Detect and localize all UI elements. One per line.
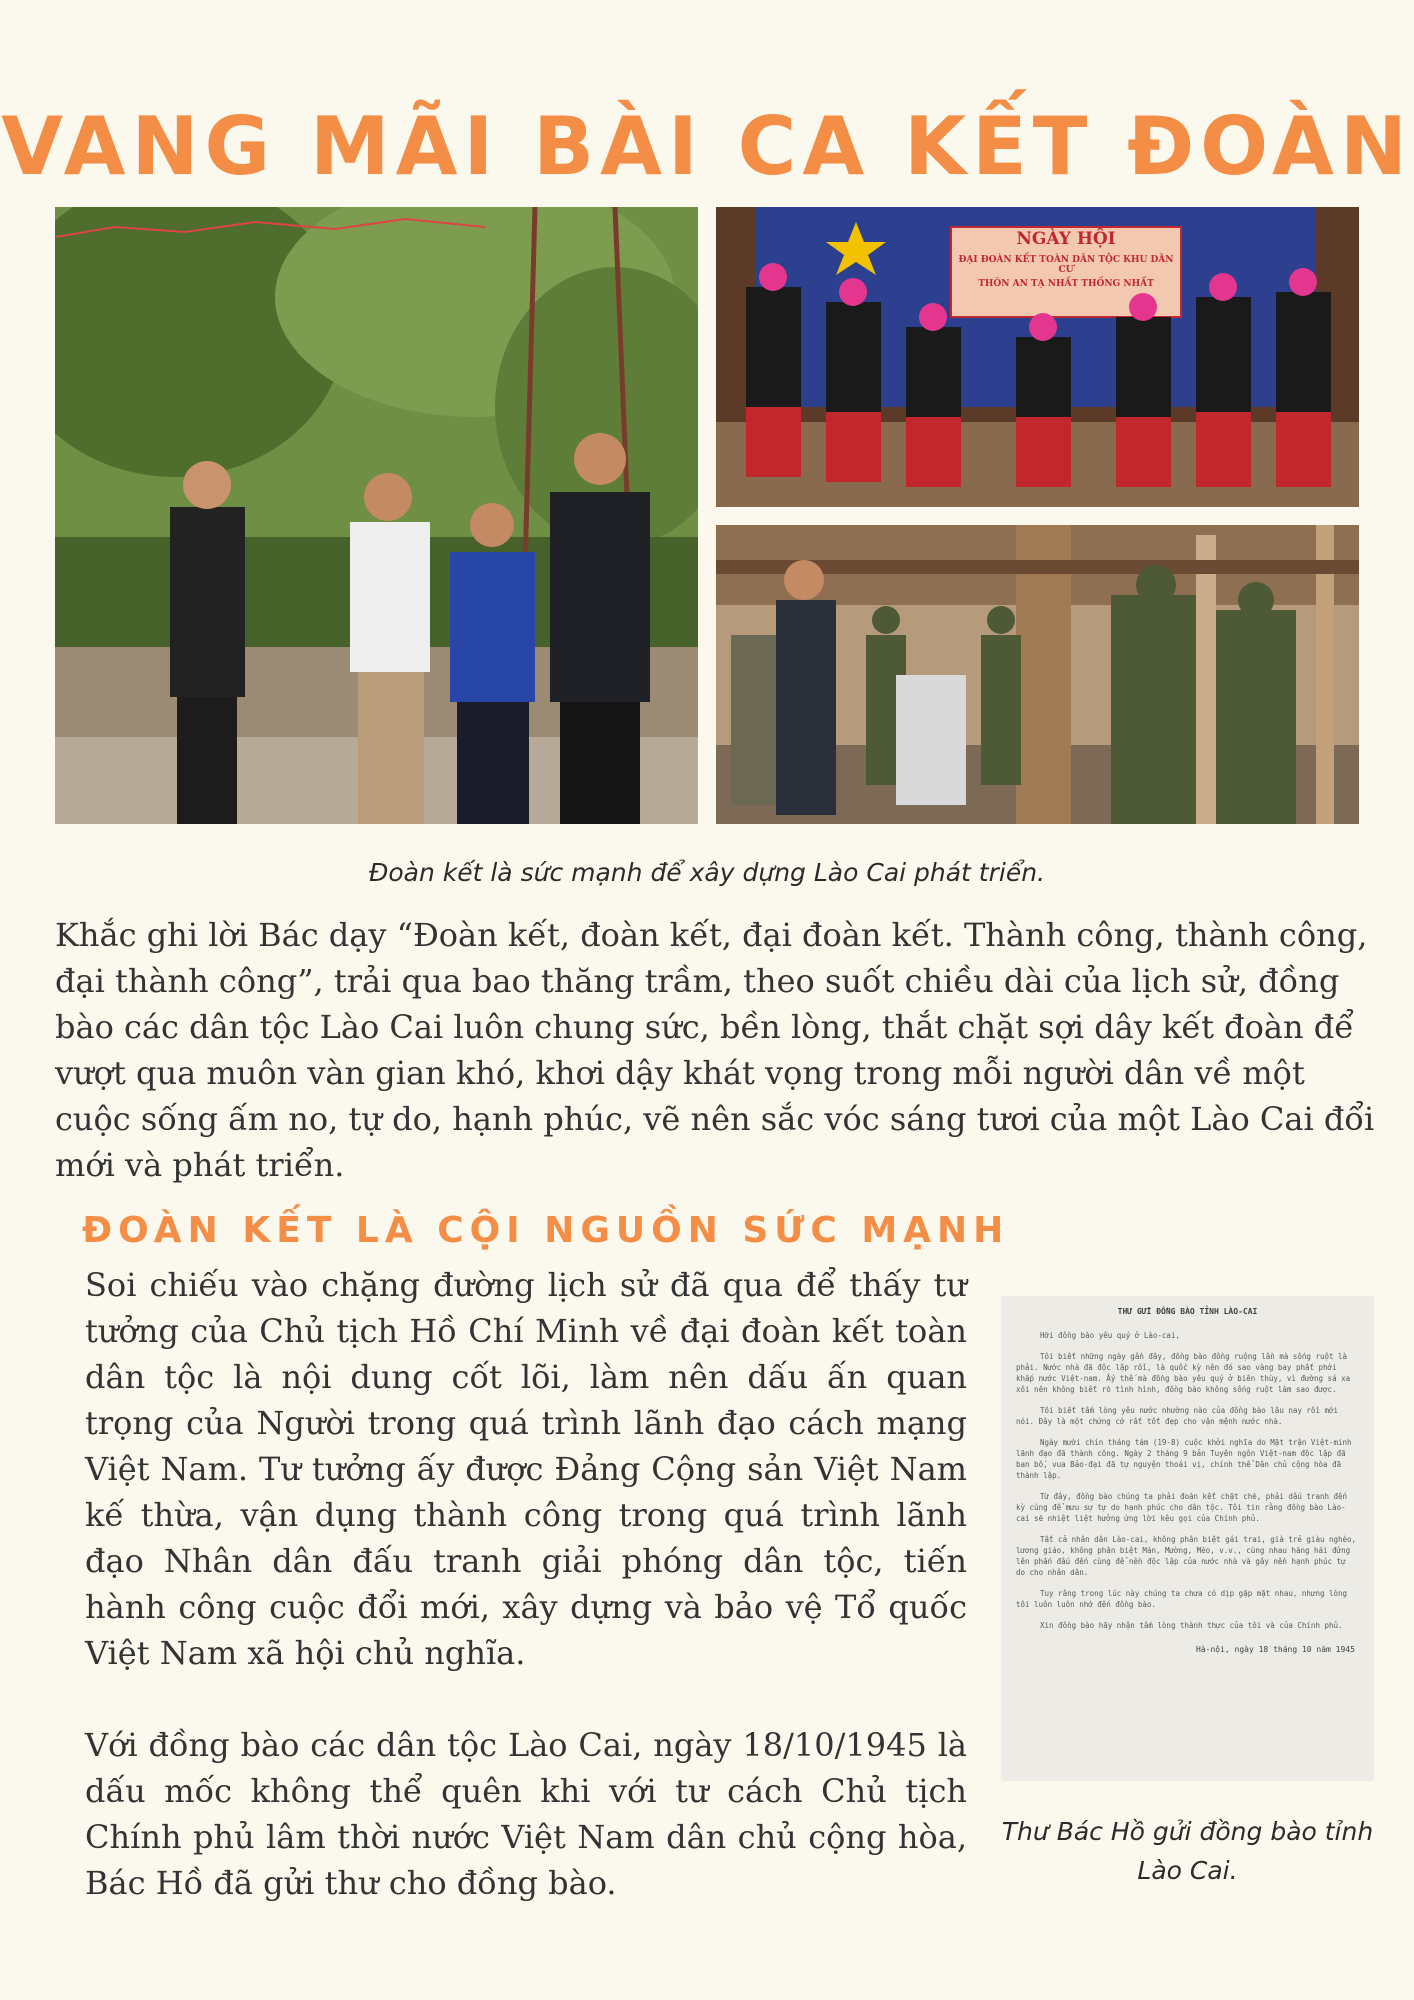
photo-officials-meeting-image bbox=[55, 207, 698, 824]
letter-paragraph: Tất cả nhân dân Lào-cai, không phân biệt gái trai, già trẻ giàu nghèo, lương giáo, không phân biệt Mán, Mường, Mèo, v.v., cùng nhau hăng hái đứng lên phấn đấu đến cùng để nền độc lập của nước nhà và gây nền hạnh phúc tự do cho nhân dân. bbox=[1016, 1535, 1357, 1577]
letter-paragraph: Ngày mười chín tháng tám (19-8) cuộc khởi nghĩa do Mặt trận Việt-minh lãnh đạo đã thành công. Ngày 2 tháng 9 bản Tuyên ngôn Việt-nam độc lập đã ban bố, vua Bảo-đại đã tự nguyện thoái vị, chính thể Dân chủ cộng hòa đã thành lập. bbox=[1016, 1438, 1352, 1480]
photo-house-building-image bbox=[716, 525, 1359, 824]
letter-paragraph: Tôi biết những ngày gần đây, đồng bào đồng ruộng lần mà sống ruột là phải. Nước nhà đã độc lập rồi, là quốc kỳ nên đó sao vàng bay phất phới khắp nước Việt-nam. Ấy thế mà đồng bào yêu quý ở biên thùy, vì đường sá xa xôi nên không biết rõ tình hình, đồng bào không sống ruột làm sao được. bbox=[1016, 1352, 1351, 1394]
body-paragraph: Soi chiếu vào chặng đường lịch sử đã qua để thấy tư tưởng của Chủ tịch Hồ Chí Minh về đại đoàn kết toàn dân tộc là nội dung cốt lõi, làm nên dấu ấn quan trọng của Người trong quá trình lãnh đạo cách mạng Việt Nam. Tư tưởng ấy được Đảng Cộng sản Việt Nam kế thừa, vận dụng thành công trong quá trình lãnh đạo Nhân dân đấu tranh giải phóng dân tộc, tiến hành công cuộc đổi mới, xây dựng và bảo vệ Tổ quốc Việt Nam xã hội chủ nghĩa. bbox=[85, 1266, 967, 1672]
page-title: VANG MÃI BÀI CA KẾT ĐOÀN bbox=[1, 100, 1413, 193]
intro-paragraph: Khắc ghi lời Bác dạy “Đoàn kết, đoàn kết, đại đoàn kết. Thành công, thành công, đại thành công”, trải qua bao thăng trầm, theo suốt chiều dài của lịch sử, đồng bào các dân tộc Lào Cai luôn chung sức, bền lòng, thắt chặt sợi dây kết đoàn để vượt qua muôn vàn gian khó, khơi dậy khát vọng trong mỗi người dân về một cuộc sống ấm no, tự do, hạnh phúc, vẽ nên sắc vóc sáng tươi của một Lào Cai đổi mới và phát triển. bbox=[55, 916, 1375, 1184]
body-paragraph: Với đồng bào các dân tộc Lào Cai, ngày 18/10/1945 là dấu mốc không thể quên khi với tư cách Chủ tịch Chính phủ lâm thời nước Việt Nam dân chủ cộng hòa, Bác Hồ đã gửi thư cho đồng bào. bbox=[85, 1726, 967, 1902]
photo-caption: Đoàn kết là sức mạnh để xây dựng Lào Cai phát triển. bbox=[368, 858, 1046, 887]
photo-house-building bbox=[716, 525, 1359, 824]
section-body bbox=[85, 1262, 967, 1906]
letter-greeting: Hỡi đồng bào yêu quý ở Lào-cai, bbox=[1040, 1331, 1180, 1340]
letter-date: Hà-nội, ngày 18 tháng 10 năm 1945 bbox=[1196, 1645, 1355, 1654]
letter-image bbox=[1002, 1297, 1373, 1780]
letter-paragraph: Tuy rằng trong lúc này chúng ta chưa có dịp gặp mặt nhau, nhưng lòng tôi luôn luôn nhớ đến đồng bào. bbox=[1016, 1589, 1348, 1609]
photo-festival-dance bbox=[716, 207, 1359, 507]
banner-title: NGÀY HỘI bbox=[1016, 229, 1116, 249]
letter-title: THƯ GỬI ĐỒNG BÀO TỈNH LÀO-CAI bbox=[1117, 1307, 1258, 1316]
letter-paragraph: Xin đồng bào hãy nhận tấm lòng thành thực của tôi và của Chính phủ. bbox=[1040, 1621, 1343, 1630]
letter-caption: Thư Bác Hồ gửi đồng bào tỉnh Lào Cai. bbox=[1001, 1817, 1374, 1885]
letter-paragraph: Tôi biết tấm lòng yêu nước nhường nào của đồng bào lâu nay rồi mới nói. Đây là một chứng cớ rất tốt đẹp cho vận mệnh nước nhà. bbox=[1016, 1406, 1339, 1426]
letter-paragraph: Từ đây, đồng bào chúng ta phải đoàn kết chặt chẽ, phải dấu tranh đến kỳ cùng để mưu sự tự do hạnh phúc cho dân tộc. Tôi tin rằng đồng bào Lào-cai sẽ nhiệt liệt hưởng ứng lời kêu gọi của Chính phủ. bbox=[1016, 1492, 1348, 1523]
banner-line: THÔN AN TẠ NHẤT THỐNG NHẤT bbox=[978, 279, 1154, 289]
banner-line: ĐẠI ĐOÀN KẾT TOÀN DÂN TỘC KHU DÂN CƯ bbox=[958, 255, 1174, 275]
photo-officials-meeting bbox=[55, 207, 698, 824]
section-heading: ĐOÀN KẾT LÀ CỘI NGUỒN SỨC MẠNH bbox=[82, 1210, 1010, 1251]
